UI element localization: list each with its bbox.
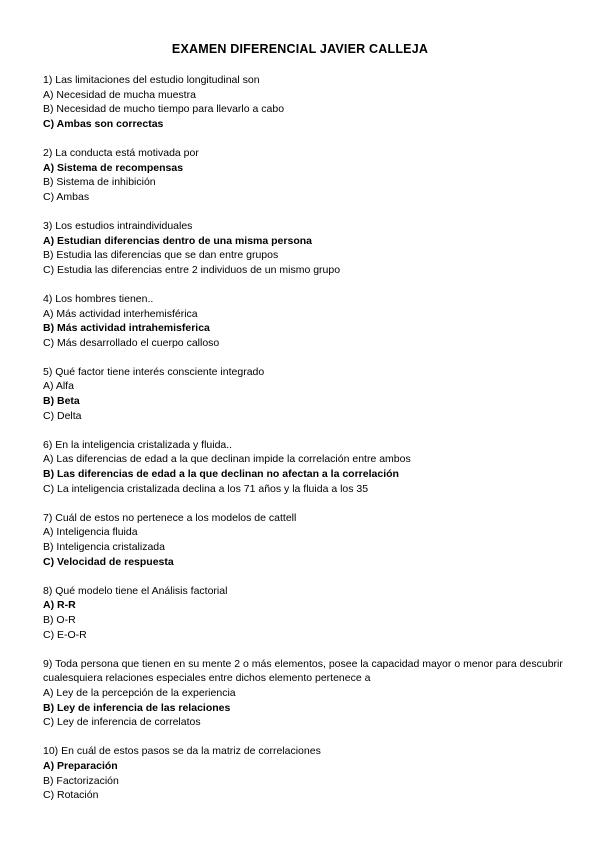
correct-option: B) Ley de inferencia de las relaciones xyxy=(43,701,231,714)
question-6 xyxy=(43,438,573,496)
answer-option: A) Alfa xyxy=(43,380,74,393)
question-2 xyxy=(43,146,573,204)
answer-option: C) Estudia las diferencias entre 2 individuos de un mismo grupo xyxy=(43,263,341,276)
question-8 xyxy=(43,584,573,642)
question-text: 7) Cuál de estos no pertenece a los modelos de cattell xyxy=(43,511,297,524)
answer-option: C) Más desarrollado el cuerpo calloso xyxy=(43,336,220,349)
correct-option: A) Preparación xyxy=(43,759,118,772)
question-7 xyxy=(43,511,573,569)
answer-option: A) Inteligencia fluida xyxy=(43,526,138,539)
answer-option: A) Las diferencias de edad a la que declinan impide la correlación entre ambos xyxy=(43,453,411,466)
answer-option: A) Más actividad interhemisférica xyxy=(43,307,198,320)
question-1 xyxy=(43,73,573,131)
correct-option: B) Las diferencias de edad a la que declinan no afectan a la correlación xyxy=(43,468,399,481)
answer-option: B) Necesidad de mucho tiempo para llevarlo a cabo xyxy=(43,103,285,116)
correct-option: C) Velocidad de respuesta xyxy=(43,555,174,568)
answer-option: B) O-R xyxy=(43,613,76,626)
question-text: 10) En cuál de estos pasos se da la matriz de correlaciones xyxy=(43,745,321,758)
question-list xyxy=(43,73,573,817)
question-text: 2) La conducta está motivada por xyxy=(43,146,199,159)
question-9 xyxy=(43,657,573,730)
answer-option: C) Rotación xyxy=(43,789,99,802)
answer-option: C) Ambas xyxy=(43,190,90,203)
answer-option: A) Ley de la percepción de la experiencia xyxy=(43,686,236,699)
correct-option: A) Estudian diferencias dentro de una misma persona xyxy=(43,234,312,247)
question-text: 6) En la inteligencia cristalizada y fluida.. xyxy=(43,438,233,451)
answer-option: C) La inteligencia cristalizada declina a los 71 años y la fluida a los 35 xyxy=(43,482,369,495)
correct-option: C) Ambas son correctas xyxy=(43,117,164,130)
question-text: 8) Qué modelo tiene el Análisis factorial xyxy=(43,584,228,597)
question-text: 1) Las limitaciones del estudio longitudinal son xyxy=(43,74,260,86)
answer-option: C) Delta xyxy=(43,409,82,422)
answer-option: C) E-O-R xyxy=(43,628,87,641)
question-5 xyxy=(43,365,573,423)
question-text: 9) Toda persona que tienen en su mente 2 o más elementos, posee la capacidad mayor o menor para descubrir cualesquiera relaciones especiales entre dichos elemento pertenece a xyxy=(43,657,563,685)
answer-option: B) Sistema de inhibición xyxy=(43,176,156,189)
correct-option: A) R-R xyxy=(43,599,76,612)
question-4 xyxy=(43,292,573,350)
question-text: 4) Los hombres tienen.. xyxy=(43,292,154,305)
answer-option: B) Estudia las diferencias que se dan entre grupos xyxy=(43,249,279,262)
question-text: 3) Los estudios intraindividuales xyxy=(43,219,193,232)
answer-option: A) Necesidad de mucha muestra xyxy=(43,88,196,101)
correct-option: B) Beta xyxy=(43,395,80,408)
question-10 xyxy=(43,744,573,802)
answer-option: B) Factorización xyxy=(43,774,119,787)
answer-option: B) Inteligencia cristalizada xyxy=(43,541,165,553)
question-3 xyxy=(43,219,573,277)
answer-option: C) Ley de inferencia de correlatos xyxy=(43,716,201,729)
question-text: 5) Qué factor tiene interés consciente integrado xyxy=(43,365,265,378)
exam-title: EXAMEN DIFERENCIAL JAVIER CALLEJA xyxy=(171,42,429,56)
correct-option: A) Sistema de recompensas xyxy=(43,161,184,174)
correct-option: B) Más actividad intrahemisferica xyxy=(43,322,210,335)
